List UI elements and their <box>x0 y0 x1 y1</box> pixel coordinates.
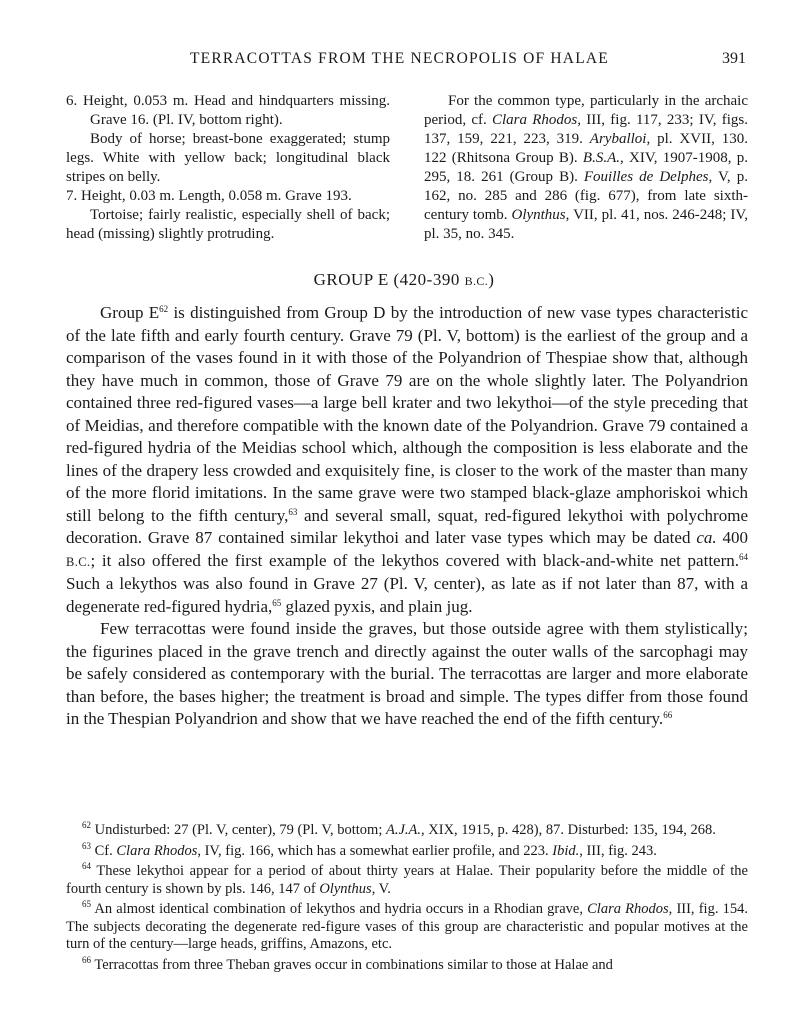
footnote-ref-62[interactable]: 62 <box>159 304 169 314</box>
body-paragraph-1: Group $E^{62}$ is distinguished from Group D by the introduction of new vase types characteristic of the late fifth and early fourth century. Grave 79 (Pl. V, bottom) is the earliest of the group and a comparison of the vases found in it with those of the Polyandrion of Thespiae show that, although they have much in common, those of Grave 79 are on the whole slightly later. The Polyandrion contained three red-figured vases—a large bell krater and two lekythoi—of the style preceding that of Meidias, and therefore compatible with the known date of the Polyandrion. Grave 79 contained a red-figured hydria of the Meidias school which, although the composition is less elaborate and the lines of the drapery less crowded and exquisitely fine, is closer to the work of the master than many of the more florid imitations. In the same grave were two stamped black-glaze amphoriskoi which still belong to the fifth century,$^{63}$ and several small, squat, red-figured lekythoi with polychrome decoration. Grave 87 contained similar lekythoi and later vase types which may be dated ca. 400 B.C.; it also offered the first example of the lekythos covered with black-and-white net pattern.$^{64}$ Such a lekythos was also found in Grave 27 (Pl. V, center), as late as if not later than 87, with a degenerate red-figured hydria,$^{65}$ glazed pyxis, and plain jug. <box>66 303 749 616</box>
citation-bsa: B.S.A. <box>582 150 620 166</box>
comparanda-paragraph <box>424 92 748 244</box>
footnote-mark: 66 <box>82 954 91 965</box>
footnote-mark: 65 <box>82 899 91 909</box>
footnote-mark: 62 <box>82 820 91 830</box>
footnote-63: $^{63}$ Cf. Clara Rhodos, IV, fig. 166, which has a somewhat earlier profile, and 223. Ibid., III, fig. 243. <box>82 840 657 859</box>
running-header <box>0 50 808 74</box>
catalogue-entry-7-description: Tortoise; fairly realistic, especially shell of back; head (missing) slightly protruding. <box>66 207 390 242</box>
footnote-ref-66[interactable]: 66 <box>663 710 673 720</box>
main-text <box>66 302 748 731</box>
era-abbreviation: B.C. <box>66 554 91 569</box>
era-abbreviation: B.C. <box>464 274 489 288</box>
comparanda-text: , III, fig. 117, 233; IV, figs. 137, 159, 221, 223, 319. <box>424 112 748 147</box>
comparanda-text: , XIV, 1907-1908, p. 295, 18. 261 (Group B). <box>424 150 748 185</box>
citation-fouilles-de-delphes: Fouilles de Delphes <box>583 169 709 185</box>
catalogue-entry-6-description: Body of horse; breast-bone exaggerated; stump legs. White with yellow back; longitudinal black stripes on belly. <box>66 131 390 185</box>
footnote-66: $^{66}$ Terracottas from three Theban graves occur in combinations similar to those at Halae and <box>82 954 613 973</box>
footnote-65: $^{65}$ An almost identical combination of lekythos and hydria occurs in a Rhodian grave, Clara Rhodos, III, fig. 154. The subjects decorating the degenerate red-figure vases of this group are characteristic and popular motives at the turn of the century—large heads, griffins, Amazons, etc. <box>66 899 748 952</box>
running-title: TERRACOTTAS FROM THE NECROPOLIS OF HALAE <box>190 50 609 67</box>
footnote-62: $^{62}$ Undisturbed: 27 (Pl. V, center), 79 (Pl. V, bottom; A.J.A., XIX, 1915, p. 428), 87. Disturbed: 135, 194, 268. <box>82 820 716 838</box>
citation-olynthus: Olynthus <box>511 207 566 223</box>
comparanda-text: , pl. XVII, 130. 122 (Rhitsona Group B). <box>424 131 748 166</box>
comparanda-text: , VII, pl. 41, nos. 246-248; IV, pl. 35, no. 345. <box>424 207 748 242</box>
footnote-ref-64[interactable]: 64 <box>739 551 748 562</box>
body-paragraph-2: Few terracottas were found inside the graves, but those outside agree with them stylistically; the figurines placed in the grave trench and directly against the outer walls of the sarcophagi may be safely considered as contemporary with the burial. The terracottas are larger and more elaborate than before, the bases higher; the treatment is broad and simple. The types differ from those found in the Thespian Polyandrion and show that we have reached the end of the fifth century.$^{66}$ <box>66 619 748 728</box>
footnote-64: $^{64}$ These lekythoi appear for a period of about thirty years at Halae. Their popularity before the middle of the fourth century is shown by pls. 146, 147 of Olynthus, V. <box>66 861 748 897</box>
footnote-ref-63[interactable]: 63 <box>288 506 298 517</box>
section-heading-group-e: GROUP E (420-390 B.C.) <box>313 270 495 289</box>
citation-clara-rhodos: Clara Rhodos <box>492 112 578 128</box>
page-number: 391 <box>722 50 746 67</box>
catalogue-entry-6-heading: 6. Height, 0.053 m. Head and hindquarters missing. Grave 16. (Pl. IV, bottom right). <box>66 93 390 128</box>
footnote-ref-65[interactable]: 65 <box>272 597 282 608</box>
comparanda-text: , V, p. 162, no. 285 and 286 (fig. 677), from late sixth-century tomb. <box>424 169 748 223</box>
citation-aryballoi: Aryballoi <box>589 131 647 147</box>
comparanda-column-right <box>424 92 748 244</box>
footnote-mark: 64 <box>82 861 91 871</box>
comparanda-text: For the common type, particularly in the archaic period, cf. <box>424 93 748 128</box>
catalogue-entry-7-heading: 7. Height, 0.03 m. Length, 0.058 m. Grave 193. <box>66 188 352 204</box>
circa-abbreviation: ca. <box>696 528 717 547</box>
catalogue-column-left <box>66 92 390 244</box>
footnote-mark: 63 <box>82 840 91 851</box>
footnotes <box>66 822 748 977</box>
